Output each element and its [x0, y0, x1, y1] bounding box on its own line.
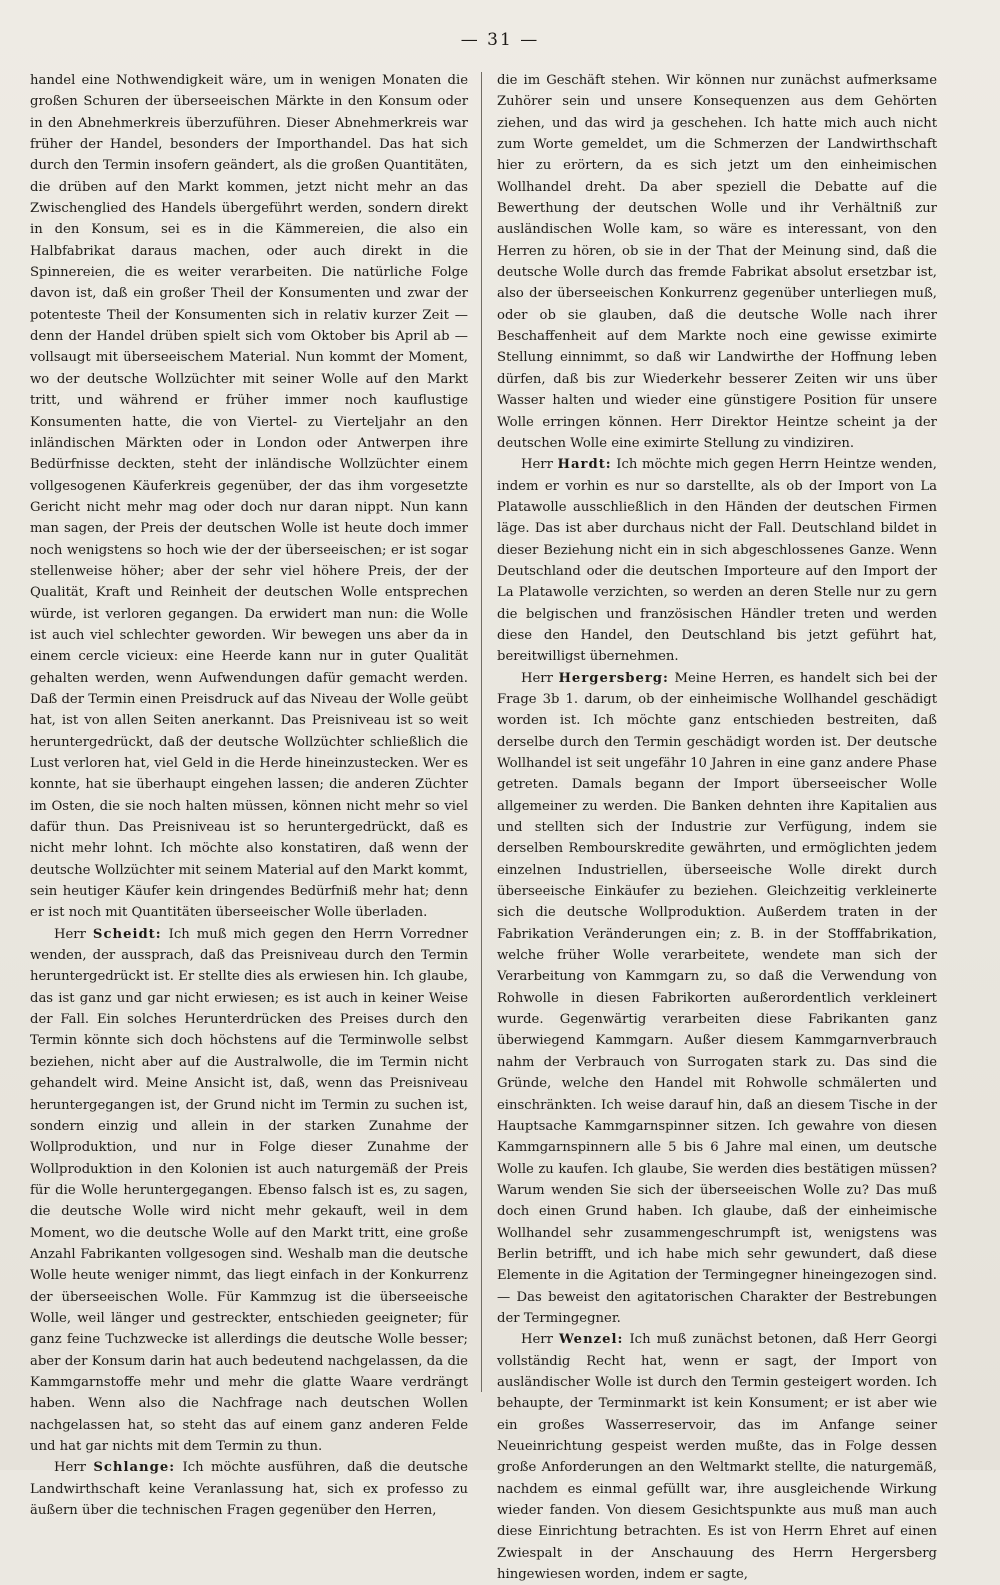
paragraph-text: die im Geschäft stehen. Wir können nur zunächst aufmerksame Zuhörer sein und unsere Konsequenzen aus dem Gehörten ziehen, und das wird ja geschehen. Ich hatte mich auch nicht zum Worte gemeldet, um die Schmerzen der Landwirthschaft hier zu erörtern, da es sich jetzt um den einheimischen Wollhandel dreht. Da aber speziell die Debatte auf die Bewerthung der deutschen Wolle und ihr Verhältniß zur ausländischen Wolle kam, so wäre es interessant, von den Herren zu hören, ob sie in der That der Meinung sind, daß die deutsche Wolle durch das fremde Fabrikat absolut ersetzbar ist, also der überseeischen Konkurrenz gegenüber unterliegen muß, oder ob sie glauben, daß die deutsche Wolle nach ihrer Beschaffenheit auf dem Markte noch eine gewisse eximirte Stellung einnimmt, so daß wir Landwirthe der Hoffnung leben dürfen, daß bis zur Wiederkehr besserer Zeiten wir uns über Wasser halten und wieder eine günstigere Position für unsere Wolle erringen können. Herr Direktor Heintze scheint ja der deutschen Wolle eine eximirte Stellung zu vindiziren. — [497, 73, 937, 451]
speaker-prefix: Herr — [521, 670, 553, 686]
paragraph — [497, 1329, 937, 1585]
paragraph-text: Meine Herren, es handelt sich bei der Frage 3b 1. darum, ob der einheimische Wollhandel geschädigt worden ist. Ich möchte ganz entschieden bestreiten, daß derselbe durch den Termin geschädigt worden ist. Der deutsche Wollhandel ist seit ungefähr 10 Jahren in eine ganz andere Phase getreten. Damals begann der Import überseeischer Wolle allgemeiner zu werden. Die Banken dehnten ihre Kapitalien aus und stellten sich der Industrie zur Verfügung, indem sie derselben Rembourskredite gewährten, und ermöglichten jedem einzelnen Industriellen, überseeische Wolle direkt durch überseeische Einkäufer zu beziehen. Gleichzeitig verkleinerte sich die deutsche Wollproduktion. Außerdem traten in der Fabrikation Veränderungen ein; z. B. in der Stofffabrikation, welche früher Wolle verarbeitete, wendete man sich der Verarbeitung von Kammgarn zu, so daß die Verwendung von Rohwolle in diesen Fabrikorten außerordentlich verkleinert wurde. Gegenwärtig verarbeiten diese Fabrikanten ganz überwiegend Kammgarn. Außer diesem Kammgarnverbrauch nahm der Verbrauch von Surrogaten stark zu. Das sind die Gründe, welche den Handel mit Rohwolle schmälerten und einschränkten. Ich weise darauf hin, daß an diesem Tische in der Hauptsache Kammgarnspinner sitzen. Ich gewahre von diesen Kammgarnspinnern alle 5 bis 6 Jahre mal einen, um deutsche Wolle zu kaufen. Ich glaube, Sie werden dies bestätigen müssen? Warum wenden Sie sich der überseeischen Wolle zu? Das muß doch einen Grund haben. Ich glaube, daß der einheimische Wollhandel sehr zusammengeschrumpft ist, wenigstens was Berlin betrifft, und ich habe mich sehr gewundert, daß diese Elemente in die Agitation der Termingegner hineingezogen sind. — Das beweist den agitatorischen Charakter der Bestrebungen der Termingegner. — [497, 670, 937, 1326]
paragraph — [497, 454, 937, 667]
paragraph — [30, 1457, 468, 1521]
paragraph — [30, 70, 468, 924]
paragraph-text: Ich möchte mich gegen Herrn Heintze wenden, indem er vorhin es nur so darstellte, als ob der Import von La Platawolle ausschließlich in den Händen der deutschen Firmen läge. Das ist aber durchaus nicht der Fall. Deutschland bildet in dieser Beziehung nicht ein in sich abgeschlossenes Ganze. Wenn Deutschland oder die deutschen Importeure auf den Import der La Platawolle verzichten, so werden an deren Stelle nur zu gern die belgischen und französischen Händler treten und werden diese den Handel, den Deutschland bis jetzt geführt hat, bereitwilligst übernehmen. — [497, 457, 937, 665]
paragraph — [497, 668, 937, 1330]
speaker-name: Hardt: — [557, 457, 612, 473]
column-divider — [481, 72, 482, 1392]
speaker-prefix: Herr — [521, 1332, 553, 1348]
speaker-prefix: Herr — [54, 1460, 86, 1476]
page-number: — 31 — — [460, 30, 540, 50]
left-column — [30, 70, 468, 1519]
speaker-name: Schlange: — [93, 1460, 176, 1476]
speaker-name: Wenzel: — [558, 1332, 624, 1348]
speaker-name: Scheidt: — [92, 926, 162, 942]
paragraph-text: Ich muß zunächst betonen, daß Herr Georgi vollständig Recht hat, wenn er sagt, der Import von ausländischer Wolle ist durch den Termin gesteigert worden. Ich behaupte, der Terminmarkt ist kein Konsument; er ist aber wie ein großes Wasserreservoir, das im Anfange seiner Neueinrichtung gespeist werden mußte, das in Folge dessen große Anforderungen an den Weltmarkt stellte, die naturgemäß, nachdem es einmal gefüllt war, ihre ausgleichende Wirkung wieder fanden. Von diesem Gesichtspunkte aus muß man auch diese Einrichtung betrachten. Es ist von Herrn Ehret auf einen Zwiespalt in der Anschauung des Herrn Hergersberg hingewiesen worden, indem er sagte, — [497, 1332, 937, 1583]
speaker-prefix: Herr — [54, 926, 86, 942]
paragraph-text: Ich möchte ausführen, daß die deutsche Landwirthschaft keine Veranlassung hat, sich ex professo zu äußern über die technischen Fragen gegenüber den Herren, — [30, 1460, 468, 1519]
paragraph-text: handel eine Nothwendigkeit wäre, um in wenigen Monaten die großen Schuren der überseeischen Märkte in den Konsum oder in den Abnehmerkreis überzuführen. Dieser Abnehmerkreis war früher der Handel, besonders der Importhandel. Das hat sich durch den Termin insofern geändert, als die großen Quantitäten, die drüben auf den Markt kommen, jetzt nicht mehr an das Zwischenglied des Handels übergeführt werden, sondern direkt in den Konsum, sei es in die Kämmereien, die also ein Halbfabrikat daraus machen, oder auch direkt in die Spinnereien, die es weiter verarbeiten. Die natürliche Folge davon ist, daß ein großer Theil der Konsumenten und zwar der potenteste Theil der Konsumenten sich in relativ kurzer Zeit — denn der Handel drüben spielt sich vom Oktober bis April ab — vollsaugt mit überseeischem Material. Nun kommt der Moment, wo der deutsche Wollzüchter mit seiner Wolle auf den Markt tritt, und während er früher immer noch kauflustige Konsumenten hatte, die von Viertel- zu Vierteljahr an den inländischen Märkten oder in London oder Antwerpen ihre Bedürfnisse deckten, steht der inländische Wollzüchter einem vollgesogenen Käuferkreis gegenüber, der das ihm vorgesetzte Gericht nicht mehr mag oder doch nur daran nippt. Nun kann man sagen, der Preis der deutschen Wolle ist heute doch immer noch wenigstens so hoch wie der der überseeischen; er ist sogar stellenweise höher; aber der sehr viel höhere Preis, der der Qualität, Kraft und Reinheit der deutschen Wolle entsprechen würde, ist verloren gegangen. Da erwidert man nun: die Wolle ist auch viel schlechter geworden. Wir bewegen uns aber da in einem cercle vicieux: eine Heerde kann nur in guter Qualität gehalten werden, wenn Aufwendungen dafür gemacht werden. Daß der Termin einen Preisdruck auf das Niveau der Wolle geübt hat, ist von allen Seiten anerkannt. Das Preisniveau ist so weit heruntergedrückt, daß der deutsche Wollzüchter schließlich die Lust verloren hat, viel Geld in die Herde hineinzustecken. Wer es konnte, hat sie überhaupt eingehen lassen; die anderen Züchter im Osten, die sie noch halten müssen, können nicht mehr so viel dafür thun. Das Preisniveau ist so heruntergedrückt, daß es nicht mehr lohnt. Ich möchte also konstatiren, daß wenn der deutsche Wollzüchter mit seinem Material auf den Markt kommt, sein heutiger Käufer kein dringendes Bedürfniß mehr hat; denn er ist noch mit Quantitäten überseeischer Wolle überladen. — [30, 73, 468, 921]
right-column — [497, 70, 937, 1583]
paragraph-text: Ich muß mich gegen den Herrn Vorredner wenden, der aussprach, daß das Preisniveau durch den Termin heruntergedrückt ist. Er stellte dies als erwiesen hin. Ich glaube, das ist ganz und gar nicht erwiesen; es ist auch in keiner Weise der Fall. Ein solches Herunterdrücken des Preises durch den Termin könnte sich doch höchstens auf die Terminwolle selbst beziehen, nicht aber auf die Australwolle, die im Termin nicht gehandelt wird. Meine Ansicht ist, daß, wenn das Preisniveau heruntergegangen ist, der Grund nicht im Termin zu suchen ist, sondern einzig und allein in der starken Zunahme der Wollproduktion, und nur in Folge dieser Zunahme der Wollproduktion in den Kolonien ist auch naturgemäß der Preis für die Wolle heruntergegangen. Ebenso falsch ist es, zu sagen, die deutsche Wolle wird nicht mehr gekauft, weil in dem Moment, wo die deutsche Wolle auf den Markt tritt, eine große Anzahl Fabrikanten vollgesogen sind. Weshalb man die deutsche Wolle heute weniger nimmt, das liegt einfach in der Konkurrenz der überseeischen Wolle. Für Kammzug ist die überseeische Wolle, weil länger und gestreckter, entschieden geeigneter; für ganz feine Tuchzwecke ist allerdings die deutsche Wolle besser; aber der Konsum darin hat auch bedeutend nachgelassen, da die Kammgarnstoffe mehr und mehr die glatte Waare verdrängt haben. Wenn also die Nachfrage nach deutschen Wollen nachgelassen hat, so steht das auf einem ganz anderen Felde und hat gar nichts mit dem Termin zu thun. — [30, 926, 468, 1454]
paragraph — [497, 70, 937, 454]
speaker-prefix: Herr — [521, 457, 553, 473]
paragraph — [30, 924, 468, 1458]
speaker-name: Hergersberg: — [558, 670, 669, 686]
